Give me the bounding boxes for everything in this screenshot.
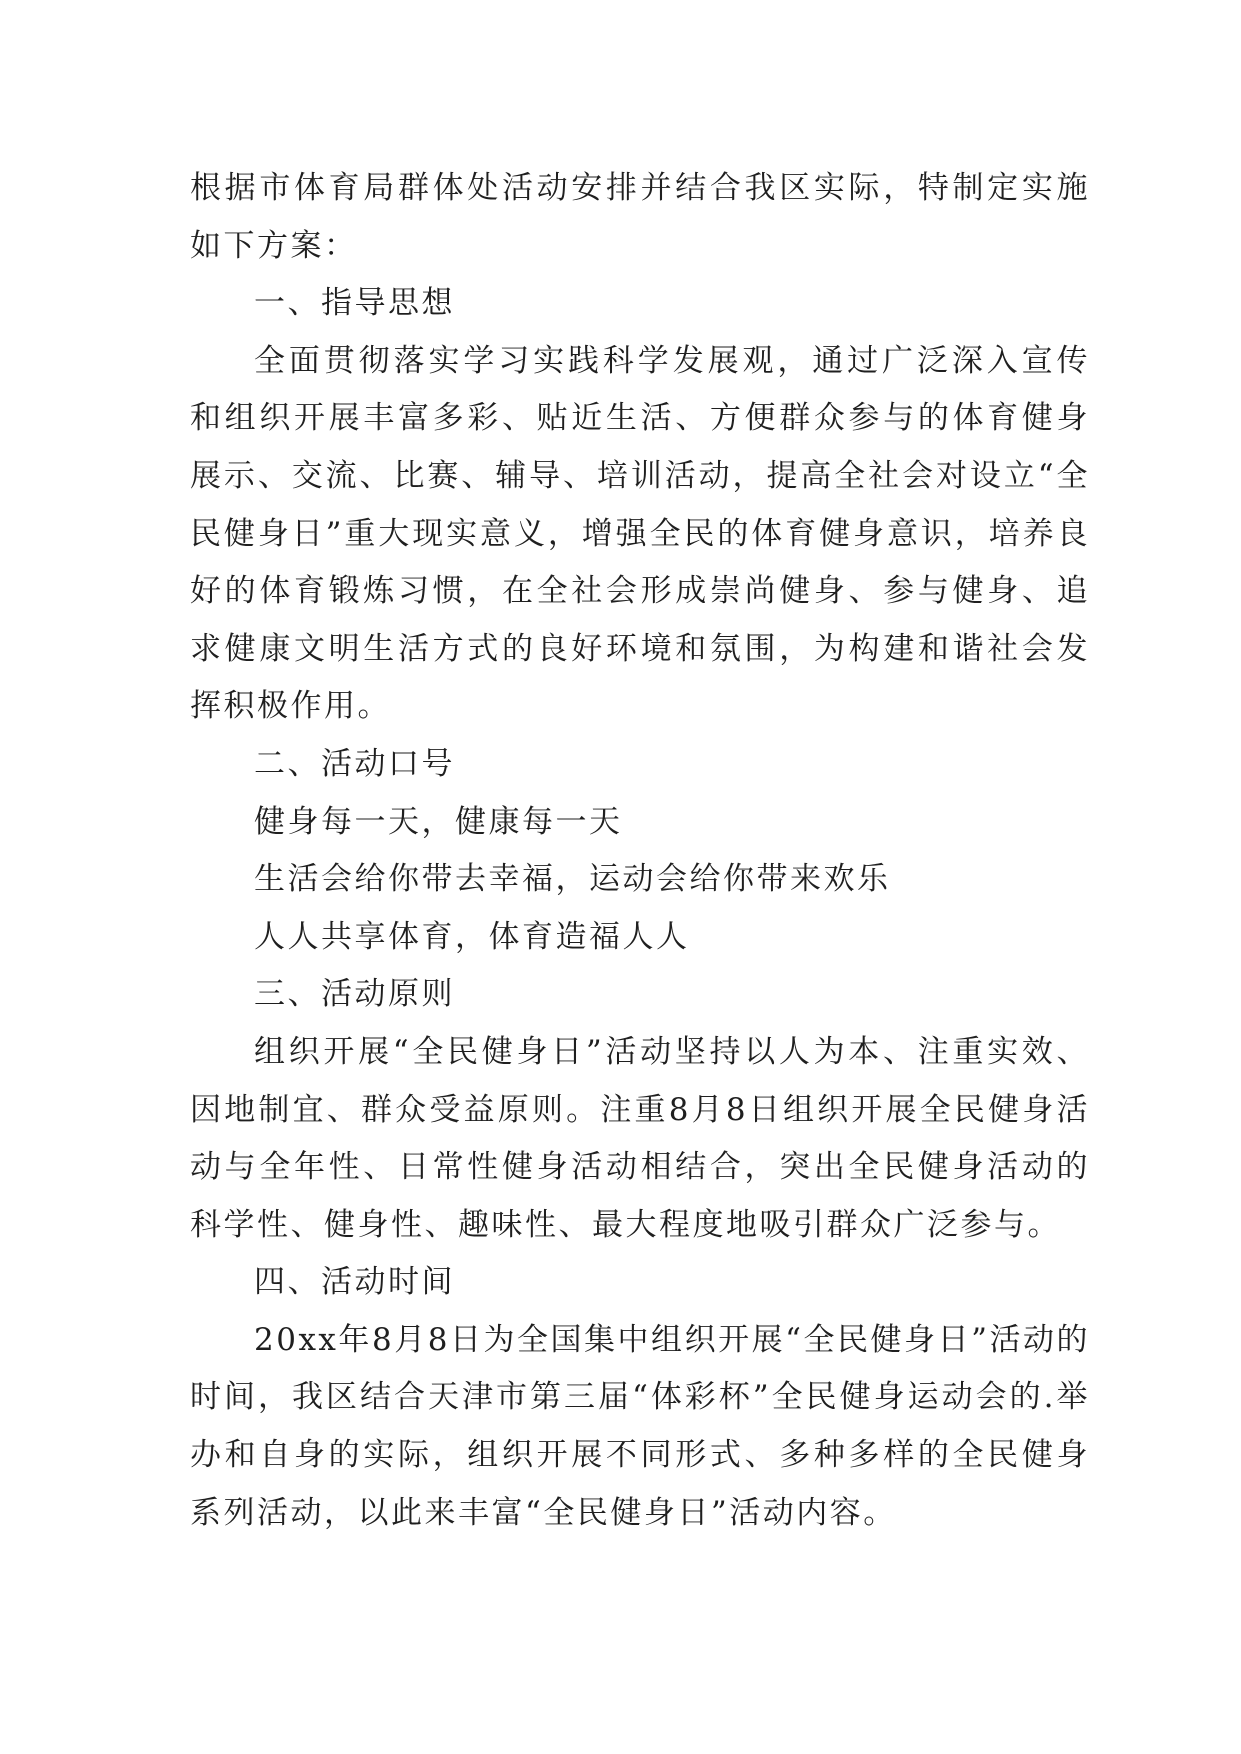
principles-paragraph: 组织开展“全民健身日”活动坚持以人为本、注重实效、因地制宜、群众受益原则。注重8月8日组织开展全民健身活动与全年性、日常性健身活动相结合，突出全民健身活动的科学性、健身性、趣味性、最大程度地吸引群众广泛参与。: [190, 1033, 1090, 1243]
slogan-line: 健身每一天，健康每一天: [254, 803, 623, 840]
section-heading-guiding-ideology: 一、指导思想: [254, 285, 455, 322]
guiding-ideology-paragraph: 全面贯彻落实学习实践科学发展观，通过广泛深入宣传和组织开展丰富多彩、贴近生活、方便群众参与的体育健身展示、交流、比赛、辅导、培训活动，提高全社会对设立“全民健身日”重大现实意义，增强全民的体育健身意识，培养良好的体育锻炼习惯，在全社会形成崇尚健身、参与健身、追求健康文明生活方式的良好环境和氛围，为构建和谐社会发挥积极作用。: [190, 342, 1090, 725]
section-heading-principles: 三、活动原则: [254, 976, 455, 1013]
intro-paragraph: 根据市体育局群体处活动安排并结合我区实际，特制定实施如下方案：: [190, 170, 1090, 264]
slogan-line: 生活会给你带去幸福，运动会给你带来欢乐: [254, 861, 891, 898]
section-heading-slogans: 二、活动口号: [254, 745, 455, 782]
section-heading-schedule: 四、活动时间: [254, 1264, 455, 1301]
slogan-line: 人人共享体育，体育造福人人: [254, 918, 690, 955]
document-body: [190, 160, 1090, 1542]
schedule-paragraph: 20xx年8月8日为全国集中组织开展“全民健身日”活动的时间，我区结合天津市第三届“体彩杯”全民健身运动会的.举办和自身的实际，组织开展不同形式、多种多样的全民健身系列活动，以此来丰富“全民健身日”活动内容。: [190, 1321, 1090, 1531]
